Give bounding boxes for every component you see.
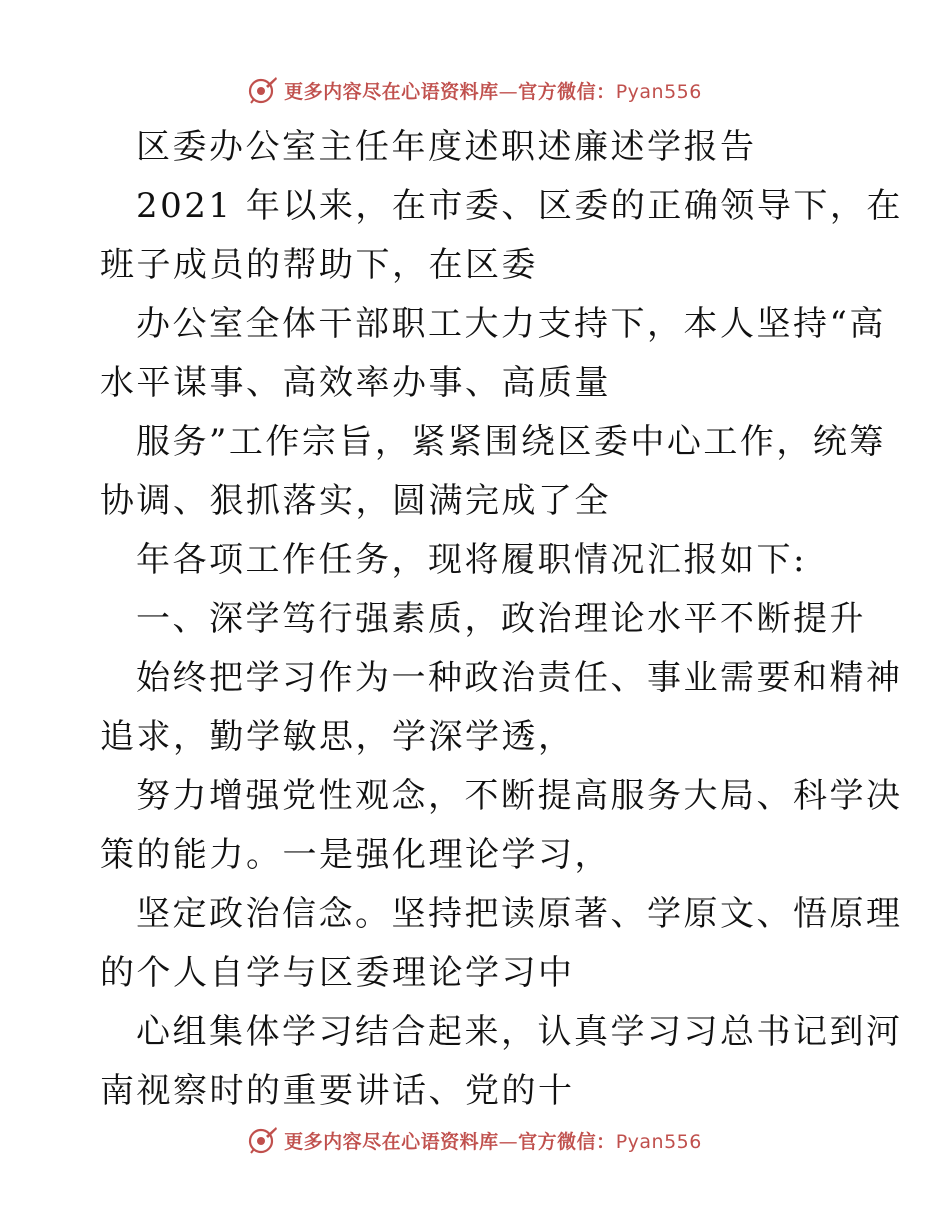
text-line: 协调、狠抓落实，圆满完成了全 [100, 481, 611, 521]
watermark-dash: — [498, 80, 519, 103]
text-line: 服务”工作宗旨，紧紧围绕区委中心工作，统筹 [136, 422, 886, 462]
text-line: 班子成员的帮助下，在区委 [100, 245, 538, 285]
watermark-dash: — [498, 1130, 519, 1153]
watermark-wechat-text: 官方微信： [518, 1130, 616, 1153]
text-line: 追求，勤学敏思，学深学透， [100, 717, 575, 757]
watermark-banner-top [0, 70, 950, 110]
watermark-wechat-id: Pyan556 [615, 80, 702, 103]
text-line: 办公室全体干部职工大力支持下，本人坚持“高 [136, 304, 886, 344]
text-line: 年各项工作任务，现将履职情况汇报如下: [136, 540, 807, 580]
text-line: 策的能力。一是强化理论学习， [100, 835, 611, 875]
text-line: 水平谋事、高效率办事、高质量 [100, 363, 611, 403]
text-line: 心组集体学习结合起来，认真学习习总书记到河 [136, 1012, 903, 1052]
text-line: 努力增强党性观念，不断提高服务大局、科学决 [136, 776, 903, 816]
text-line: 的个人自学与区委理论学习中 [100, 953, 575, 993]
document-body [100, 118, 903, 1121]
text-line: 南视察时的重要讲话、党的十 [100, 1071, 575, 1111]
text-line: 坚定政治信念。坚持把读原著、学原文、悟原理 [136, 894, 903, 934]
pen-logo-icon [248, 75, 278, 105]
pen-logo-icon [248, 1125, 278, 1155]
watermark-site-text: 更多内容尽在心语资料库 [284, 1130, 499, 1153]
section-heading: 一、深学笃行强素质，政治理论水平不断提升 [136, 599, 866, 639]
text-line: 始终把学习作为一种政治责任、事业需要和精神 [136, 658, 903, 698]
watermark-banner-bottom [0, 1120, 950, 1160]
text-line: 2021 年以来，在市委、区委的正确领导下，在 [136, 186, 903, 226]
document-title: 区委办公室主任年度述职述廉述学报告 [136, 127, 757, 167]
watermark-wechat-text: 官方微信： [518, 80, 616, 103]
watermark-site-text: 更多内容尽在心语资料库 [284, 80, 499, 103]
watermark-wechat-id: Pyan556 [615, 1130, 702, 1153]
